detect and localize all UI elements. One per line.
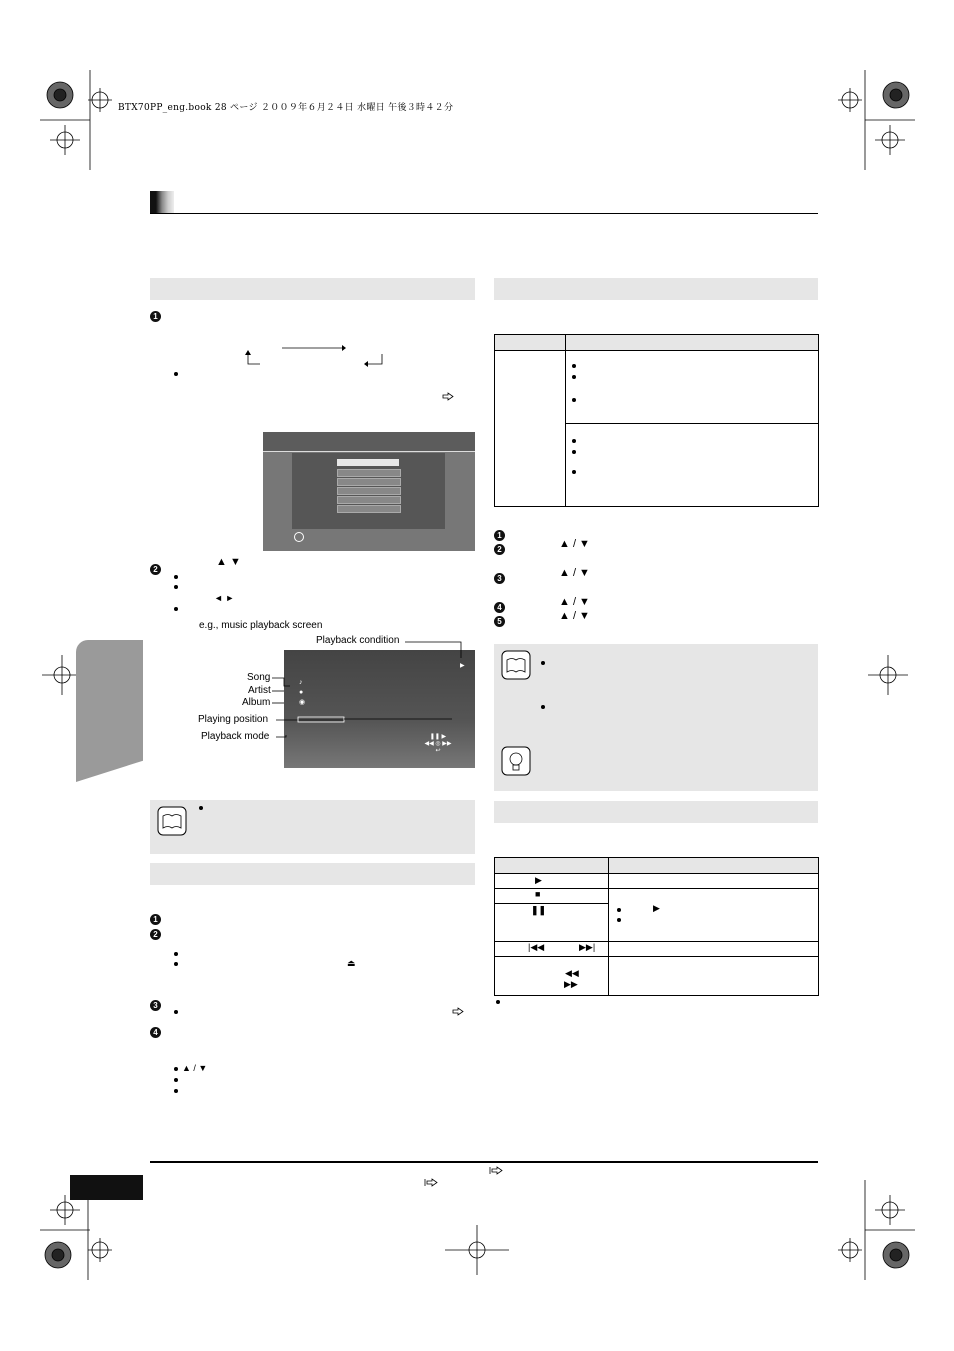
label-playback-mode: Playback mode — [201, 731, 270, 742]
section-bar-right-2 — [494, 801, 818, 823]
menu-item[interactable] — [337, 478, 401, 486]
figure-caption: e.g., music playback screen — [199, 620, 323, 631]
label-album: Album — [242, 697, 271, 708]
bullet — [496, 1000, 500, 1004]
bullet — [572, 439, 576, 443]
table-col-divider — [608, 858, 609, 995]
bullet — [572, 398, 576, 402]
step-4-marker: 4 — [494, 597, 505, 615]
step-3-marker: 3 — [150, 995, 161, 1013]
heading-gradient-block — [150, 191, 174, 213]
step-1-marker: 1 — [494, 525, 505, 543]
step-2-marker: 2 — [150, 924, 161, 942]
pause-icon: ❚❚ — [531, 905, 547, 915]
eject-icon: ⏏ — [347, 958, 356, 968]
step-1-marker: 1 — [150, 909, 161, 927]
skip-forward-icon: ▶▶| — [579, 942, 596, 952]
section-bar-right-1 — [494, 278, 818, 300]
label-playback-condition: Playback condition — [316, 635, 400, 646]
arrow-right-icon — [489, 1166, 503, 1175]
bullet — [174, 952, 178, 956]
step-2-marker: 2 — [494, 539, 505, 557]
section-bar-left-1 — [150, 278, 475, 300]
note-icon — [501, 650, 531, 680]
up-down-arrows: ▲ / ▼ — [182, 1063, 208, 1073]
table-header — [495, 335, 818, 351]
bullet — [572, 450, 576, 454]
up-down-arrows: ▲ / ▼ — [559, 610, 590, 622]
play-icon: ▶ — [535, 875, 542, 885]
book-info: BTX70PP_eng.book 28 ページ ２００９年６月２４日 水曜日 午後３時４２分 — [118, 103, 454, 113]
table-header — [495, 858, 818, 874]
side-tab — [76, 640, 143, 782]
bullet — [617, 918, 621, 922]
up-down-arrows: ▲ / ▼ — [559, 567, 590, 579]
arrow-right-icon — [442, 392, 454, 401]
bullet — [572, 375, 576, 379]
section-bar-left-2 — [150, 863, 475, 885]
step-2-marker: 2 — [150, 559, 161, 577]
step-4-marker: 4 — [150, 1022, 161, 1040]
skip-back-icon: |◀◀ — [528, 942, 545, 952]
table-row-divider — [495, 888, 818, 889]
bullet — [174, 1067, 178, 1071]
bullet — [174, 1089, 178, 1093]
bullet — [541, 705, 545, 709]
left-right-arrows: ◄ ► — [214, 593, 235, 603]
fast-forward-icon: ▶▶ — [564, 979, 578, 989]
navigation-controls-icon: ❚❚ ▶ ◀◀ ◎ ▶▶ ↩ — [424, 734, 452, 754]
menu-item[interactable] — [337, 505, 401, 513]
table-row-divider — [495, 956, 818, 957]
menu-item[interactable] — [337, 469, 401, 477]
menu-item-selected[interactable] — [337, 459, 399, 466]
bullet — [174, 962, 178, 966]
up-down-arrows: ▲ / ▼ — [559, 538, 590, 550]
arrow-right-icon — [424, 1178, 438, 1187]
option-icon — [294, 532, 304, 542]
song-icon: ♪ — [299, 679, 303, 686]
label-playing-position: Playing position — [198, 714, 269, 725]
menu-panel — [292, 453, 445, 529]
cycle-arrows — [240, 342, 390, 368]
bullet — [174, 607, 178, 611]
table-col-divider — [565, 335, 566, 506]
menu-screen-titlebar — [263, 432, 475, 452]
play-icon: ▶ — [653, 903, 660, 913]
label-artist: Artist — [248, 685, 271, 696]
step-3-marker: 3 — [494, 568, 505, 586]
menu-item[interactable] — [337, 487, 401, 495]
table-row-divider — [566, 423, 818, 424]
bullet — [174, 575, 178, 579]
artist-icon: ● — [299, 689, 304, 696]
bullet — [541, 661, 545, 665]
menu-item[interactable] — [337, 496, 401, 504]
label-song: Song — [247, 672, 271, 683]
bullet — [199, 806, 203, 810]
operations-table — [494, 857, 819, 996]
bullet — [572, 364, 576, 368]
bullet — [174, 585, 178, 589]
note-icon — [157, 806, 187, 836]
info-table — [494, 334, 819, 507]
rewind-icon: ◀◀ — [565, 968, 579, 978]
up-down-arrows: ▲ / ▼ — [559, 596, 590, 608]
bullet — [174, 1010, 178, 1014]
lightbulb-icon — [501, 746, 531, 776]
page-tab — [70, 1175, 143, 1200]
bullet — [174, 372, 178, 376]
bullet — [174, 1078, 178, 1082]
arrow-right-icon — [452, 1007, 464, 1016]
note-box-right — [494, 644, 818, 791]
stop-icon: ■ — [535, 889, 541, 899]
step-5-marker: 5 — [494, 611, 505, 629]
album-icon: ◉ — [299, 699, 306, 706]
heading-rule — [150, 213, 818, 214]
menu-screen — [263, 432, 475, 551]
table-row-divider — [495, 903, 608, 904]
bullet — [617, 908, 621, 912]
footer-rule — [150, 1161, 818, 1163]
up-down-arrows: ▲ ▼ — [216, 556, 241, 568]
bullet — [572, 470, 576, 474]
step-1-marker: 1 — [150, 306, 161, 324]
play-state-icon: ▶ — [460, 663, 465, 669]
